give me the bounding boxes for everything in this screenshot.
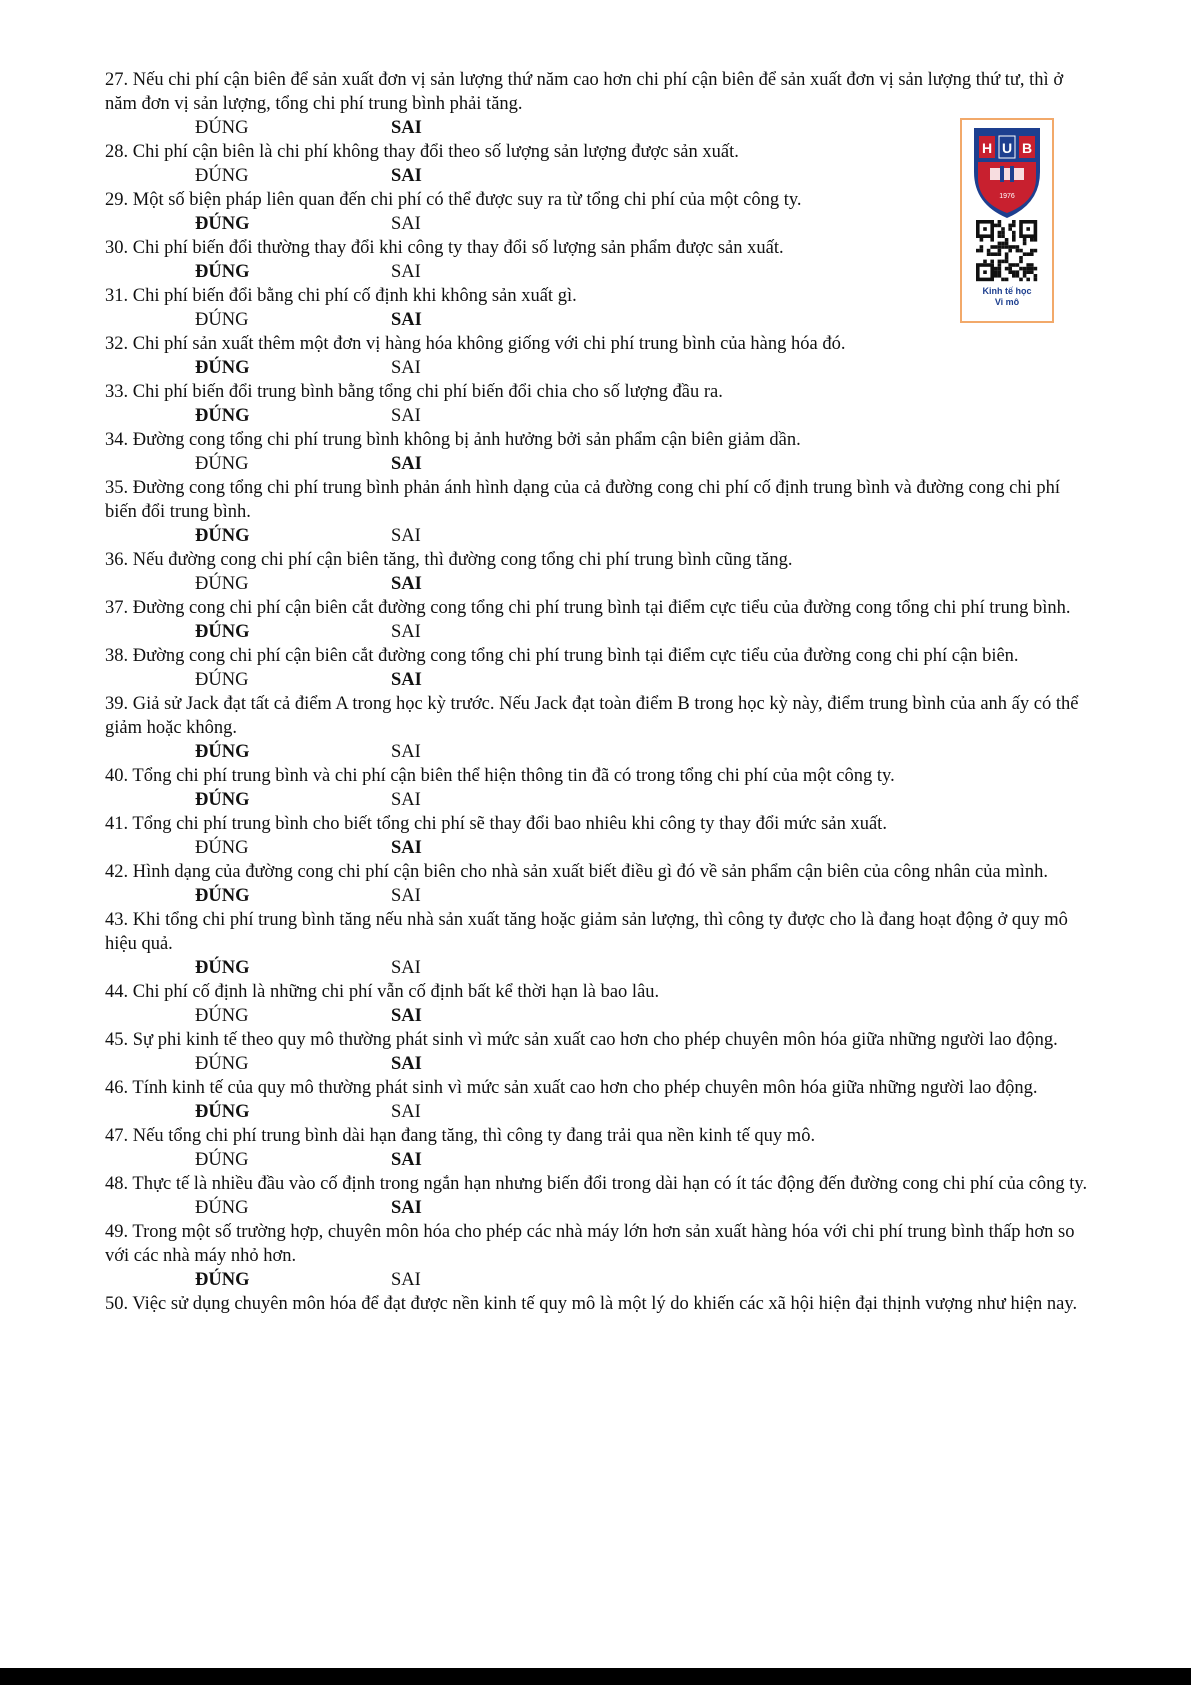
question-item (105, 764, 1095, 812)
question-item (105, 644, 1095, 692)
option-true: ĐÚNG (195, 790, 250, 810)
option-false: SAI (391, 622, 421, 642)
option-false: SAI (391, 1054, 422, 1074)
question-text: 40. Tổng chi phí trung bình và chi phí cận biên thể hiện thông tin đã có trong tổng chi phí của một công ty. (105, 766, 895, 786)
option-false: SAI (391, 358, 421, 378)
option-false: SAI (391, 526, 421, 546)
option-false: SAI (391, 166, 422, 186)
answer-options (105, 1196, 1095, 1220)
answer-options (105, 308, 1095, 332)
question-item (105, 140, 1095, 188)
question-item (105, 1220, 1095, 1292)
option-true: ĐÚNG (195, 1006, 249, 1026)
answer-options (105, 1268, 1095, 1292)
answer-options (105, 1004, 1095, 1028)
question-text: 49. Trong một số trường hợp, chuyên môn hóa cho phép các nhà máy lớn hơn sản xuất hàng hóa với chi phí trung bình thấp hơn so với các nhà máy nhỏ hơn. (105, 1222, 1075, 1266)
option-true: ĐÚNG (195, 358, 250, 378)
question-text: 50. Việc sử dụng chuyên môn hóa để đạt được nền kinh tế quy mô là một lý do khiến các xã hội hiện đại thịnh vượng như hiện nay. (105, 1294, 1078, 1314)
question-item (105, 1124, 1095, 1172)
option-true: ĐÚNG (195, 742, 250, 762)
question-text: 34. Đường cong tổng chi phí trung bình không bị ảnh hưởng bởi sản phẩm cận biên giảm dần. (105, 430, 801, 450)
answer-options (105, 404, 1095, 428)
option-false: SAI (391, 214, 421, 234)
university-crest-icon (962, 122, 1052, 222)
question-item (105, 188, 1095, 236)
logo-caption-line2: Vi mô (994, 297, 1020, 307)
option-true: ĐÚNG (195, 1198, 249, 1218)
option-false: SAI (391, 574, 422, 594)
question-item (105, 1292, 1095, 1316)
answer-options (105, 452, 1095, 476)
answer-options (105, 164, 1095, 188)
option-true: ĐÚNG (195, 574, 249, 594)
option-true: ĐÚNG (195, 406, 250, 426)
option-false: SAI (391, 310, 422, 330)
question-text: 33. Chi phí biến đổi trung bình bằng tổng chi phí biến đổi chia cho số lượng đầu ra. (105, 382, 723, 402)
question-text: 43. Khi tổng chi phí trung bình tăng nếu nhà sản xuất tăng hoặc giảm sản lượng, thì công ty được cho là đang hoạt động ở quy mô hiệu quả. (105, 910, 1068, 954)
answer-options (105, 788, 1095, 812)
logo-letter-h: H (981, 140, 993, 156)
answer-options (105, 620, 1095, 644)
option-false: SAI (391, 262, 421, 282)
option-true: ĐÚNG (195, 1054, 249, 1074)
option-true: ĐÚNG (195, 1270, 250, 1290)
answer-options (105, 116, 1095, 140)
logo-letter-b: B (1021, 140, 1033, 156)
question-text: 46. Tính kinh tế của quy mô thường phát sinh vì mức sản xuất cao hơn cho phép chuyên môn hóa giữa những người lao động. (105, 1078, 1038, 1098)
question-item (105, 332, 1095, 380)
answer-options (105, 260, 1095, 284)
option-true: ĐÚNG (195, 670, 249, 690)
question-text: 42. Hình dạng của đường cong chi phí cận biên cho nhà sản xuất biết điều gì đó về sản phẩm cận biên của công nhân của mình. (105, 862, 1049, 882)
question-text: 39. Giả sử Jack đạt tất cả điểm A trong học kỳ trước. Nếu Jack đạt toàn điểm B trong học kỳ này, điểm trung bình của anh ấy có thể giảm hoặc không. (105, 694, 1079, 738)
option-true: ĐÚNG (195, 262, 250, 282)
option-false: SAI (391, 1198, 422, 1218)
answer-options (105, 1100, 1095, 1124)
question-text: 27. Nếu chi phí cận biên để sản xuất đơn vị sản lượng thứ năm cao hơn chi phí cận biên để sản xuất đơn vị sản lượng thứ tư, thì ở năm đơn vị sản lượng, tổng chi phí trung bình phải tăng. (105, 70, 1064, 114)
question-item (105, 860, 1095, 908)
question-item (105, 980, 1095, 1028)
question-text: 35. Đường cong tổng chi phí trung bình phản ánh hình dạng của cả đường cong chi phí cố định trung bình và đường cong chi phí biến đổi trung bình. (105, 478, 1060, 522)
qr-code-icon (974, 220, 1042, 284)
answer-options (105, 956, 1095, 980)
question-item (105, 1028, 1095, 1076)
option-false: SAI (391, 886, 421, 906)
option-false: SAI (391, 742, 421, 762)
question-item (105, 428, 1095, 476)
option-true: ĐÚNG (195, 1150, 249, 1170)
question-item (105, 68, 1095, 140)
question-text: 29. Một số biện pháp liên quan đến chi phí có thể được suy ra từ tổng chi phí của một công ty. (105, 190, 802, 210)
option-true: ĐÚNG (195, 118, 249, 138)
question-item (105, 380, 1095, 428)
answer-options (105, 212, 1095, 236)
logo-letter-u: U (1001, 140, 1013, 156)
option-true: ĐÚNG (195, 310, 249, 330)
answer-options (105, 524, 1095, 548)
question-item (105, 548, 1095, 596)
question-text: 48. Thực tế là nhiều đầu vào cố định trong ngắn hạn nhưng biến đổi trong dài hạn có ít tác động đến đường cong chi phí của công ty. (105, 1174, 1088, 1194)
option-false: SAI (391, 406, 421, 426)
option-false: SAI (391, 1102, 421, 1122)
option-true: ĐÚNG (195, 1102, 250, 1122)
option-false: SAI (391, 454, 422, 474)
question-text: 36. Nếu đường cong chi phí cận biên tăng, thì đường cong tổng chi phí trung bình cũng tăng. (105, 550, 793, 570)
question-item (105, 596, 1095, 644)
option-true: ĐÚNG (195, 214, 250, 234)
question-item (105, 1076, 1095, 1124)
option-true: ĐÚNG (195, 454, 249, 474)
option-false: SAI (391, 118, 422, 138)
question-text: 38. Đường cong chi phí cận biên cắt đường cong tổng chi phí trung bình tại điểm cực tiểu của đường cong chi phí cận biên. (105, 646, 1019, 666)
answer-options (105, 740, 1095, 764)
logo-year: 1976 (999, 193, 1015, 200)
answer-options (105, 1148, 1095, 1172)
answer-options (105, 572, 1095, 596)
hub-logo-panel (960, 118, 1054, 323)
question-text: 47. Nếu tổng chi phí trung bình dài hạn đang tăng, thì công ty đang trải qua nền kinh tế quy mô. (105, 1126, 816, 1146)
option-true: ĐÚNG (195, 958, 250, 978)
answer-options (105, 884, 1095, 908)
option-false: SAI (391, 1150, 422, 1170)
logo-caption (962, 286, 1052, 308)
option-false: SAI (391, 958, 421, 978)
question-item (105, 692, 1095, 764)
question-text: 32. Chi phí sản xuất thêm một đơn vị hàng hóa không giống với chi phí trung bình của hàng hóa đó. (105, 334, 846, 354)
option-false: SAI (391, 1006, 422, 1026)
option-false: SAI (391, 790, 421, 810)
answer-options (105, 668, 1095, 692)
question-text: 37. Đường cong chi phí cận biên cắt đường cong tổng chi phí trung bình tại điểm cực tiểu của đường cong tổng chi phí trung bình. (105, 598, 1071, 618)
question-item (105, 908, 1095, 980)
answer-options (105, 356, 1095, 380)
question-item (105, 1172, 1095, 1220)
question-item (105, 284, 1095, 332)
question-item (105, 812, 1095, 860)
question-item (105, 236, 1095, 284)
question-text: 44. Chi phí cố định là những chi phí vẫn cố định bất kể thời hạn là bao lâu. (105, 982, 660, 1002)
question-text: 28. Chi phí cận biên là chi phí không thay đổi theo số lượng sản lượng được sản xuất. (105, 142, 739, 162)
option-true: ĐÚNG (195, 838, 249, 858)
option-true: ĐÚNG (195, 166, 249, 186)
option-true: ĐÚNG (195, 526, 250, 546)
logo-caption-line1: Kinh tế học (982, 286, 1032, 296)
option-true: ĐÚNG (195, 622, 250, 642)
answer-options (105, 1052, 1095, 1076)
option-false: SAI (391, 1270, 421, 1290)
page-bottom-bar (0, 1668, 1191, 1685)
question-list (105, 68, 1095, 1316)
option-false: SAI (391, 838, 422, 858)
question-text: 41. Tổng chi phí trung bình cho biết tổng chi phí sẽ thay đổi bao nhiêu khi công ty thay đổi mức sản xuất. (105, 814, 887, 834)
question-text: 31. Chi phí biến đổi bằng chi phí cố định khi không sản xuất gì. (105, 286, 577, 306)
option-true: ĐÚNG (195, 886, 250, 906)
question-text: 45. Sự phi kinh tế theo quy mô thường phát sinh vì mức sản xuất cao hơn cho phép chuyên môn hóa giữa những người lao động. (105, 1030, 1058, 1050)
option-false: SAI (391, 670, 422, 690)
question-item (105, 476, 1095, 548)
answer-options (105, 836, 1095, 860)
question-text: 30. Chi phí biến đổi thường thay đổi khi công ty thay đổi số lượng sản phẩm được sản xuất. (105, 238, 784, 258)
